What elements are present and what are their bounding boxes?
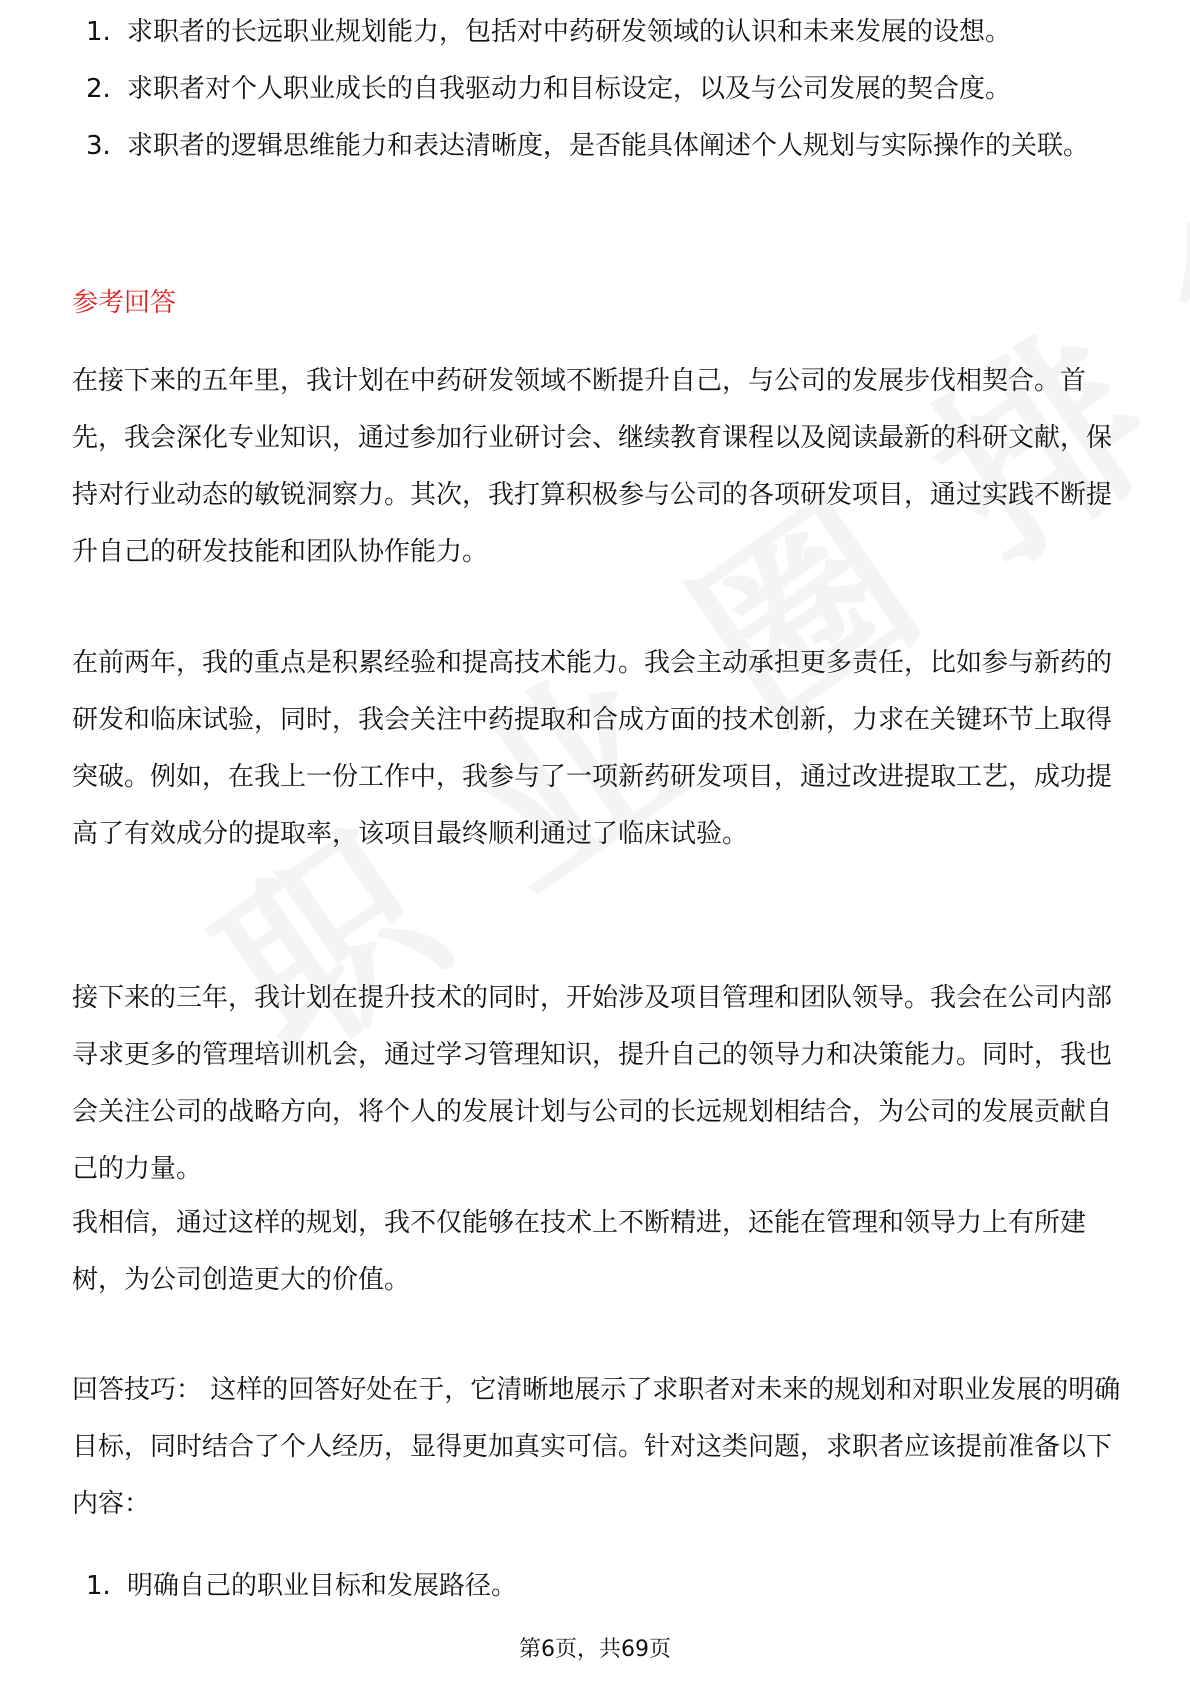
- list-text: 求职者的长远职业规划能力，包括对中药研发领域的认识和未来发展的设想。: [127, 17, 1012, 47]
- paragraph: 回答技巧： 这样的回答好处在于，它清晰地展示了求职者对未来的规划和对职业发展的明确目标，同时结合了个人经历，显得更加真实可信。针对这类问题，求职者应该提前准备以下内容：: [72, 1375, 1121, 1519]
- list-text: 求职者的逻辑思维能力和表达清晰度，是否能具体阐述个人规划与实际操作的关联。: [127, 131, 1090, 161]
- list-item: [72, 1558, 1122, 1615]
- list-number: 3.: [86, 131, 111, 161]
- criteria-list: [72, 14, 1122, 175]
- preparation-list: [72, 1558, 1122, 1615]
- list-item: [72, 61, 1122, 118]
- list-number: 2.: [86, 74, 111, 104]
- paragraph: 我相信，通过这样的规划，我不仅能够在技术上不断精进，还能在管理和领导力上有所建树，为公司创造更大的价值。: [72, 1208, 1087, 1295]
- list-text: 明确自己的职业目标和发展路径。: [127, 1571, 518, 1601]
- list-item: [72, 4, 1122, 61]
- page-footer: 第6页，共69页: [519, 1637, 671, 1662]
- paragraph: 在接下来的五年里，我计划在中药研发领域不断提升自己，与公司的发展步伐相契合。首先，我会深化专业知识，通过参加行业研讨会、继续教育课程以及阅读最新的科研文献，保持对行业动态的敏锐洞察力。其次，我打算积极参与公司的各项研发项目，通过实践不断提升自己的研发技能和团队协作能力。: [72, 366, 1113, 567]
- list-text: 求职者对个人职业成长的自我驱动力和目标设定，以及与公司发展的契合度。: [127, 74, 1012, 104]
- list-number: 1.: [86, 1571, 111, 1601]
- paragraph: 在前两年，我的重点是积累经验和提高技术能力。我会主动承担更多责任，比如参与新药的研发和临床试验，同时，我会关注中药提取和合成方面的技术创新，力求在关键环节上取得突破。例如，在我上一份工作中，我参与了一项新药研发项目，通过改进提取工艺，成功提高了有效成分的提取率，该项目最终顺利通过了临床试验。: [72, 648, 1113, 849]
- list-number: 1.: [86, 17, 111, 47]
- paragraph: 接下来的三年，我计划在提升技术的同时，开始涉及项目管理和团队领导。我会在公司内部寻求更多的管理培训机会，通过学习管理知识，提升自己的领导力和决策能力。同时，我也会关注公司的战略方向，将个人的发展计划与公司的长远规划相结合，为公司的发展贡献自己的力量。: [72, 983, 1113, 1184]
- list-item: [72, 118, 1122, 175]
- reference-answer-heading: 参考回答: [72, 288, 177, 318]
